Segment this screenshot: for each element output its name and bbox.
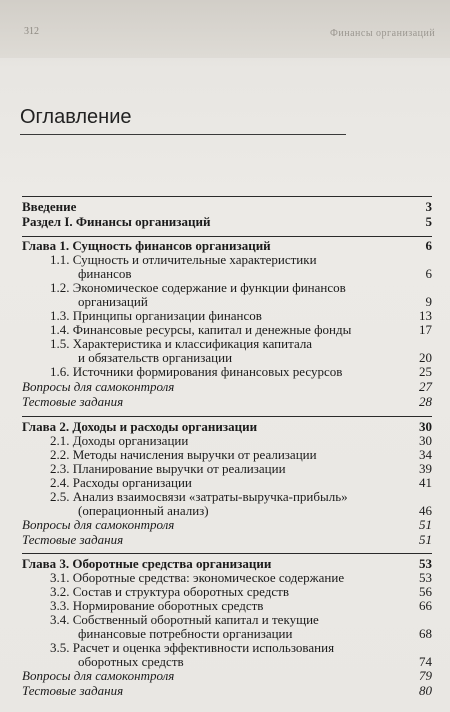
entry-page: 80: [419, 683, 432, 698]
entry-page: 28: [419, 394, 432, 409]
entry-label: Введение: [22, 199, 77, 214]
entry-page: 27: [419, 379, 432, 394]
chapter-rule: [22, 416, 432, 417]
section-rule: [22, 236, 432, 237]
entry-page: 41: [419, 475, 432, 490]
item-label-cont: (операционный анализ): [78, 503, 209, 518]
entry-page: 6: [425, 266, 432, 281]
item-label: 3.3. Нормирование оборотных средств: [50, 598, 264, 613]
entry-page: 25: [419, 364, 432, 379]
item-label-cont: финансовые потребности организации: [78, 626, 293, 641]
item-label-cont: оборотных средств: [78, 654, 184, 669]
entry-page: 3: [425, 199, 432, 214]
entry-page: 46: [419, 503, 432, 518]
entry-page: 79: [419, 668, 432, 683]
entry-page: 74: [419, 654, 432, 669]
entry-page: 13: [419, 308, 432, 323]
top-page-number: 312: [24, 26, 39, 37]
entry-page: 53: [419, 556, 432, 571]
entry-label: Вопросы для самоконтроля: [22, 379, 175, 394]
toc-heading: Оглавление: [20, 106, 132, 128]
entry-page: 17: [419, 322, 432, 337]
heading-underline: [20, 134, 346, 135]
entry-page: 30: [419, 433, 432, 448]
entry-label: Вопросы для самоконтроля: [22, 517, 175, 532]
item-label: 1.4. Финансовые ресурсы, капитал и денежные фонды: [50, 322, 352, 337]
chapter-title: Глава 1. Сущность финансов организаций: [22, 238, 271, 253]
item-label: 1.3. Принципы организации финансов: [50, 308, 262, 323]
entry-page: 56: [419, 584, 432, 599]
item-label: 3.4. Собственный оборотный капитал и текущие: [50, 612, 319, 627]
entry-page: 6: [425, 238, 432, 253]
chapter-title: Глава 3. Оборотные средства организации: [22, 556, 272, 571]
table-top-rule: [22, 196, 432, 197]
entry-label: Раздел I. Финансы организаций: [22, 214, 211, 229]
entry-label: Тестовые задания: [22, 394, 124, 409]
item-label: 1.5. Характеристика и классификация капитала: [50, 336, 313, 351]
item-label: 2.2. Методы начисления выручки от реализации: [50, 447, 317, 462]
entry-page: 5: [425, 214, 432, 229]
entry-page: 39: [419, 461, 432, 476]
item-label: 3.5. Расчет и оценка эффективности использования: [50, 640, 335, 655]
item-label-cont: финансов: [78, 266, 132, 281]
entry-page: 53: [419, 570, 432, 585]
item-label: 1.1. Сущность и отличительные характеристики: [50, 252, 317, 267]
chapter-rule: [22, 553, 432, 554]
chapter-title: Глава 2. Доходы и расходы организации: [22, 419, 258, 434]
entry-page: 66: [419, 598, 432, 613]
top-running-title: Финансы организаций: [330, 28, 436, 39]
entry-page: 51: [419, 517, 432, 532]
entry-page: 51: [419, 532, 432, 547]
item-label: 1.6. Источники формирования финансовых ресурсов: [50, 364, 343, 379]
item-label: 3.1. Оборотные средства: экономическое содержание: [50, 570, 345, 585]
item-label: 3.2. Состав и структура оборотных средств: [50, 584, 289, 599]
entry-page: 68: [419, 626, 432, 641]
entry-page: 34: [419, 447, 432, 462]
item-label: 2.4. Расходы организации: [50, 475, 192, 490]
entry-label: Тестовые задания: [22, 532, 124, 547]
entry-page: 20: [419, 350, 432, 365]
entry-label: Вопросы для самоконтроля: [22, 668, 175, 683]
entry-page: 9: [425, 294, 432, 309]
item-label-cont: и обязательств организации: [78, 350, 233, 365]
item-label: 1.2. Экономическое содержание и функции финансов: [50, 280, 346, 295]
item-label: 2.1. Доходы организации: [50, 433, 189, 448]
entry-label: Тестовые задания: [22, 683, 124, 698]
entry-page: 30: [419, 419, 432, 434]
item-label-cont: организаций: [78, 294, 148, 309]
item-label: 2.5. Анализ взаимосвязи «затраты-выручка-прибыль»: [50, 489, 348, 504]
item-label: 2.3. Планирование выручки от реализации: [50, 461, 286, 476]
